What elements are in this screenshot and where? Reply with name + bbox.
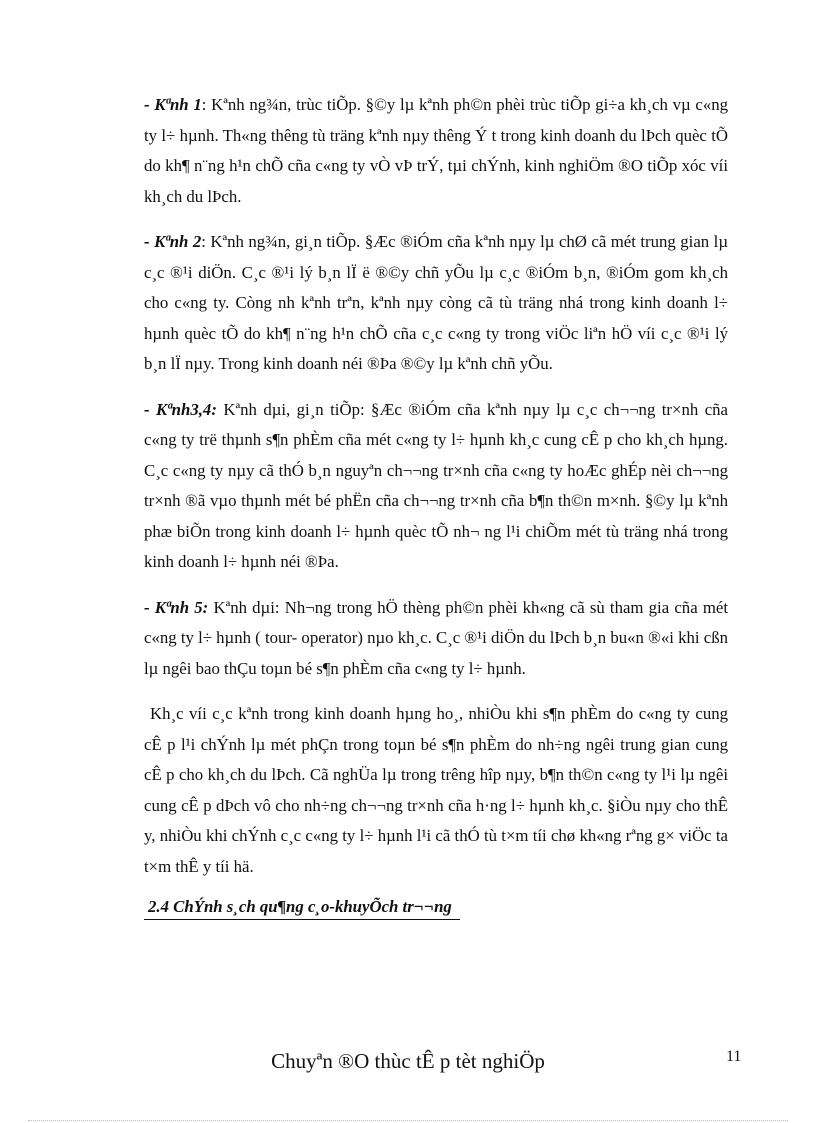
paragraph-lead: - Kªnh 5: (144, 597, 209, 617)
paragraph-text: Kªnh dµi: Nh¬ng trong hÖ thèng ph©n phèi kh«ng cã sù tham gia cña mét c«ng ty l÷ hµnh ( tour- operator) nµo kh¸c. C¸c ®¹i diÖn du lÞch b¸n bu«n ®«i khi cßn lµ ngêi bao thÇu toµn bé s¶n phÈm cña c«ng ty l÷ hµnh. (144, 597, 728, 678)
paragraph-lead: - Kªnh 1 (144, 95, 202, 114)
paragraph-lead: - Kªnh3,4: (144, 399, 217, 419)
page-body (144, 90, 728, 920)
footer-title: Chuyªn ®O thùc tÊ p tèt nghiÖp (271, 1049, 545, 1073)
paragraph-text: Kh¸c víi c¸c kªnh trong kinh doanh hµng ho¸, nhiÒu khi s¶n phÈm do c«ng ty cung cÊ p l¹i chÝnh lµ mét phÇn trong toµn bé s¶n phÈm do nh÷ng ngêi trung gian cung cÊ p cho kh¸ch du lÞch. Cã nghÜa lµ trong trêng hîp nµy, b¶n th©n c«ng ty l¹i lµ ngêi cung cÊ p dÞch vô cho nh÷ng ch¬¬ng tr×nh cña h·ng l÷ hµnh kh¸c. §iÒu nµy cho thÊ y, nhiÒu khi chÝnh c¸c c«ng ty l÷ hµnh l¹i cã thÓ tù t×m tíi chø kh«ng rªng g× viÖc ta t×m thÊ y tíi hä. (144, 704, 728, 876)
page-number: 11 (726, 1048, 742, 1065)
paragraph-text: : Kªnh ng¾n, trùc tiÕp. §©y lµ kªnh ph©n phèi trùc tiÕp gi÷a kh¸ch vµ c«ng ty l÷ hµnh. Th«ng thêng tù träng kªnh nµy thêng Ý t trong kinh doanh du lÞch quèc tÕ do kh¶ n¨ng h¹n chÕ cña c«ng ty vÒ vÞ trÝ, tµi chÝnh, kinh nghiÖm ®O tiÕp xóc víi kh¸ch du lÞch. (144, 95, 728, 206)
paragraph-text: : Kªnh ng¾n, gi¸n tiÕp. §Æc ®iÓm cña kªnh nµy lµ chØ cã mét trung gian lµ c¸c ®¹i diÖn. C¸c ®¹i lý b¸n lÏ ë ®©y chñ yÕu lµ c¸c ®iÓm b¸n, ®iÓm gom kh¸ch cho c«ng ty. Còng nh kªnh trªn, kªnh nµy còng cã tù träng nhá trong kinh doanh l÷ hµnh quèc tÕ do kh¶ n¨ng h¹n chÕ cña c¸c c«ng ty trong viÖc liªn hÖ víi c¸c ®¹i lý b¸n lÏ nµy. Trong kinh doanh néi ®Þa ®©y lµ kªnh chñ yÕu. (144, 232, 728, 373)
paragraph-channel-5 (144, 593, 728, 685)
paragraph-channel-3-4 (144, 395, 728, 578)
paragraph-summary (144, 699, 728, 882)
paragraph-channel-2 (144, 227, 728, 380)
paragraph-text: Kªnh dµi, gi¸n tiÕp: §Æc ®iÓm cña kªnh nµy lµ c¸c ch¬¬ng tr×nh cña c«ng ty trë thµnh s¶n phÈm cña mét c«ng ty l÷ hµnh kh¸c cung cÊ p cho kh¸ch hµng. C¸c c«ng ty nµy cã thÓ b¸n nguyªn ch¬¬ng tr×nh cña c«ng ty hoÆc ghÉp nèi ch¬¬ng tr×nh ®ã vµo thµnh mét bé phËn cña ch¬¬ng tr×nh cña b¶n th©n m×nh. §©y lµ kªnh phæ biÕn trong kinh doanh l÷ hµnh quèc tÕ nh¬ ng l¹i chiÕm mét tù träng nhá trong kinh doanh l÷ hµnh néi ®Þa. (144, 399, 728, 571)
paragraph-lead: - Kªnh 2 (144, 232, 202, 251)
section-heading: 2.4 ChÝnh s¸ch qu¶ng c¸o-khuyÕch tr¬¬ng (144, 896, 460, 920)
footer-divider (28, 1120, 788, 1121)
paragraph-channel-1 (144, 90, 728, 212)
